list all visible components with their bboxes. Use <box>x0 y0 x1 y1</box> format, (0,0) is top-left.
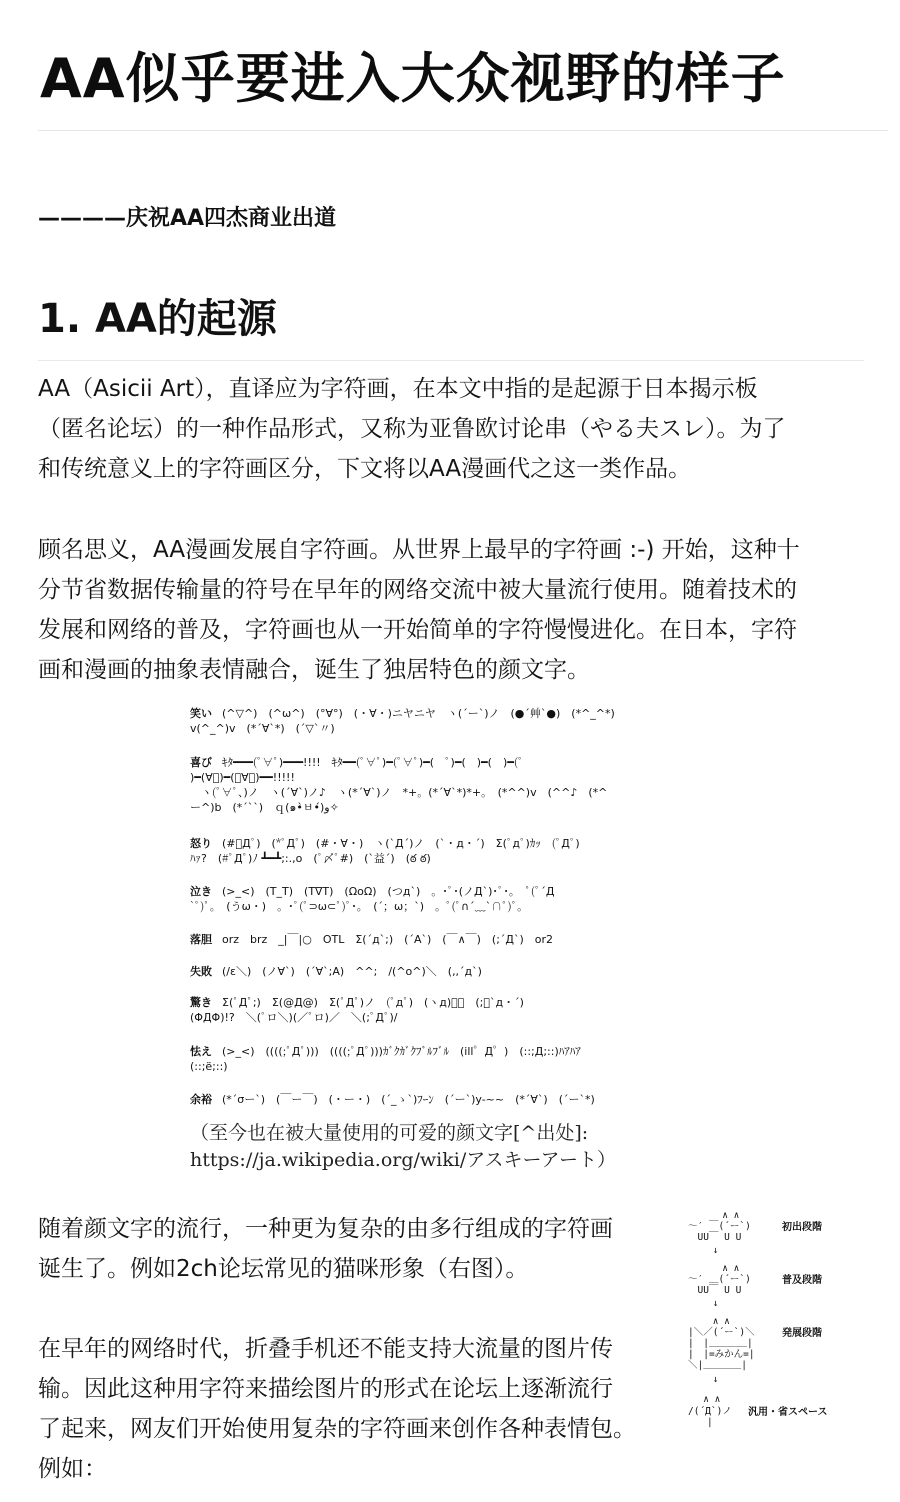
arrow-down-icon: ↓ <box>688 1298 719 1309</box>
kaomoji-row-relaxed <box>190 1092 730 1107</box>
kaomoji-row-failure <box>190 964 730 979</box>
paragraph-line: 了起来，网友们开始使用复杂的字符画来创作各种表情包。 <box>38 1416 636 1442</box>
kaomoji-row-dismay <box>190 932 730 947</box>
cat-art-line: /(´Д`)ノ <box>688 1406 732 1417</box>
paragraph-line: 例如： <box>38 1456 107 1482</box>
kaomoji-row-cry <box>190 884 730 914</box>
kaomoji-line: orz brz _|￣|○ OTL Σ(´д`;) (´A`) (￣∧￣) (;´Д`) or2 <box>222 933 554 946</box>
cat-art-line: ＼|＿＿＿＿| <box>688 1360 747 1371</box>
paragraph-multiline-art <box>38 1209 678 1289</box>
caption-source-link[interactable]: https://ja.wikipedia.org/wiki/アスキーアート） <box>190 1149 616 1171</box>
kaomoji-line: (>_<) ((((;ﾟДﾟ))) ((((;ﾟДﾟ)))ｶﾞｸｶﾞｸﾌﾞﾙﾌﾞﾙ (ill゜Д゜) (::;Д;::)ﾊｱﾊｱ <box>222 1045 581 1058</box>
kaomoji-row-surprise <box>190 995 730 1025</box>
paragraph-origin <box>38 369 868 489</box>
kaomoji-label: 怒り <box>190 837 212 850</box>
kaomoji-line: (*´σー`) (￣ー￣) (・ー・) (´_ゝ`)ﾌｰﾝ (´ー`)y-~~ (*´∀`) (´ー`*) <box>222 1093 595 1106</box>
kaomoji-line: ヽ(ﾟ∀ﾟ、)ノ ヽ(´∀`)ノ♪ ヽ(*´∀`)ノ *+。(*´∀`*)*+。 (*^^)v (^^♪ (*^ <box>190 786 608 799</box>
caption-line: （至今也在被大量使用的可爱的颜文字[^出处]: <box>190 1122 589 1144</box>
kaomoji-line: (ΦДΦ)!? ＼(ﾟロ＼)(／ﾟロ)／ ＼(;ﾟДﾟ)/ <box>190 1011 398 1024</box>
subtitle: ————庆祝AA四杰商业出道 <box>38 206 337 231</box>
paragraph-line: （匿名论坛）的一种作品形式，又称为亚鲁欧讨论串（やる夫スレ）。为了 <box>38 416 786 442</box>
kaomoji-line: ー^)b (*´``) ｑ(๑•̀ㅂ•́)و✧ <box>190 801 339 814</box>
kaomoji-line: )━(∀ﾟ)━(ﾟ∀ﾟ)━━!!!!! <box>190 771 295 784</box>
kaomoji-line: (#ﾟДﾟ) (*ﾟДﾟ) (#・∀・) ヽ(`Д´)ノ (`・д・´) Σ(ﾟдﾟ)ｶｯ (ﾟДﾟ) <box>222 837 580 850</box>
cat-stage-label: 汎用・省スペース <box>748 1407 828 1418</box>
kaomoji-line: (^▽^) (^ω^) (°∀°) (・∀・)ニヤニヤ ヽ(´ー`)ノ (●´艸`●) (*^_^*) <box>222 707 615 720</box>
cat-art-line: ～′ ＿(´ー`) <box>688 1274 751 1285</box>
kaomoji-row-joy <box>190 755 730 815</box>
cat-art-line: UU￣ U U <box>688 1285 742 1296</box>
kaomoji-line: (::;ë;::) <box>190 1060 228 1073</box>
page-title: AA似乎要进入大众视野的样子 <box>40 47 786 110</box>
kaomoji-label: 驚き <box>190 996 212 1009</box>
cat-ascii-art-image <box>688 1210 888 1440</box>
cat-art-line: |＼／(´ー`)＼ <box>688 1327 755 1338</box>
cat-art-line: ∧ ∧ <box>688 1263 740 1274</box>
kaomoji-line: (>_<) (T_T) (T∇T) (ΩoΩ) (つд`) 。･ﾟ･(ノД`)･ﾟ･。 ﾟ(ﾟ´Д <box>222 885 555 898</box>
kaomoji-line: (/ε＼) (ノ∀`) (´∀`;A) ^^; /(^o^)＼ (,,´д`) <box>222 965 482 978</box>
arrow-down-icon: ↓ <box>688 1374 719 1385</box>
kaomoji-label: 泣き <box>190 885 212 898</box>
cat-art-line: ∧ ∧ <box>688 1316 730 1327</box>
paragraph-line: 和传统意义上的字符画区分，下文将以AA漫画代之这一类作品。 <box>38 456 692 482</box>
paragraph-line: 发展和网络的普及，字符画也从一开始简单的字符慢慢进化。在日本，字符 <box>38 617 797 643</box>
kaomoji-label: 失敗 <box>190 965 212 978</box>
cat-art-line: UU￣ U U <box>688 1232 742 1243</box>
cat-art-line: | |＿＿＿＿| <box>688 1338 753 1349</box>
paragraph-line: 输。因此这种用字符来描绘图片的形式在论坛上逐渐流行 <box>38 1376 613 1402</box>
kaomoji-line: ﾊｧ? (#ﾟДﾟ)ﾉ ┻━┻;:.,o (ﾟ〆ﾟ#) (`益´) (ఠ ఠ) <box>190 852 431 865</box>
cat-stage-label: 初出段階 <box>782 1222 822 1233</box>
image-caption <box>190 1120 750 1174</box>
paragraph-line: 在早年的网络时代，折叠手机还不能支持大流量的图片传 <box>38 1336 613 1362</box>
cat-stage-label: 発展段階 <box>782 1328 822 1339</box>
paragraph-line: 随着颜文字的流行，一种更为复杂的由多行组成的字符画 <box>38 1216 613 1242</box>
kaomoji-label: 怯え <box>190 1045 212 1058</box>
cat-art-line: | |=みかん=| <box>688 1349 755 1360</box>
kaomoji-label: 喜び <box>190 756 212 769</box>
section-divider <box>38 360 864 361</box>
kaomoji-line: v(^_^)v (*´∀`*) (´▽`〃) <box>190 722 335 735</box>
section-heading: 1. AA的起源 <box>38 296 277 342</box>
cat-art-line: | <box>688 1417 713 1428</box>
kaomoji-label: 落胆 <box>190 933 212 946</box>
cat-art-line: ∧ ∧ <box>688 1394 721 1405</box>
paragraph-line: 诞生了。例如2ch论坛常见的猫咪形象（右图）。 <box>38 1256 529 1282</box>
paragraph-line: 顾名思义，AA漫画发展自字符画。从世界上最早的字符画 :-) 开始，这种十 <box>38 537 800 563</box>
title-divider <box>38 130 888 131</box>
paragraph-line: AA（Asicii Art），直译应为字符画，在本文中指的是起源于日本揭示板 <box>38 376 758 402</box>
kaomoji-label: 余裕 <box>190 1093 212 1106</box>
cat-art-line: ～′ ￣(´ー`) <box>688 1221 751 1232</box>
cat-art-line: ∧ ∧ <box>688 1210 740 1221</box>
kaomoji-row-laugh <box>190 706 730 736</box>
paragraph-line: 画和漫画的抽象表情融合，诞生了独居特色的颜文字。 <box>38 657 590 683</box>
kaomoji-label: 笑い <box>190 707 212 720</box>
paragraph-line: 分节省数据传输量的符号在早年的网络交流中被大量流行使用。随着技术的 <box>38 577 797 603</box>
arrow-down-icon: ↓ <box>688 1245 719 1256</box>
kaomoji-line: `ﾟ)ﾟ。 (うω・) 。･ﾟ(ﾟ⊃ω⊂ﾟ)ﾟ･。 (´；ω；`) 。ﾟ(ﾟ∩´﹏`∩ﾟ)ﾟ。 <box>190 900 529 913</box>
kaomoji-row-anger <box>190 836 730 866</box>
cat-stage-label: 普及段階 <box>782 1275 822 1286</box>
kaomoji-row-fear <box>190 1044 730 1074</box>
kaomoji-line: Σ(ﾟДﾟ;) Σ(@Д@) Σ(ﾟДﾟ)ノ (ﾟдﾟ) (ヽд)ﾟﾟ (;・`д・´) <box>222 996 524 1009</box>
paragraph-early-internet <box>38 1329 688 1489</box>
paragraph-development <box>38 530 868 690</box>
kaomoji-line: ｷﾀ━━━(ﾟ∀ﾟ)━━━!!!! ｷﾀ━━(ﾟ∀ﾟ)━(ﾟ∀ﾟ)━( ﾟ)━( )━( )━(ﾟ <box>222 756 524 769</box>
